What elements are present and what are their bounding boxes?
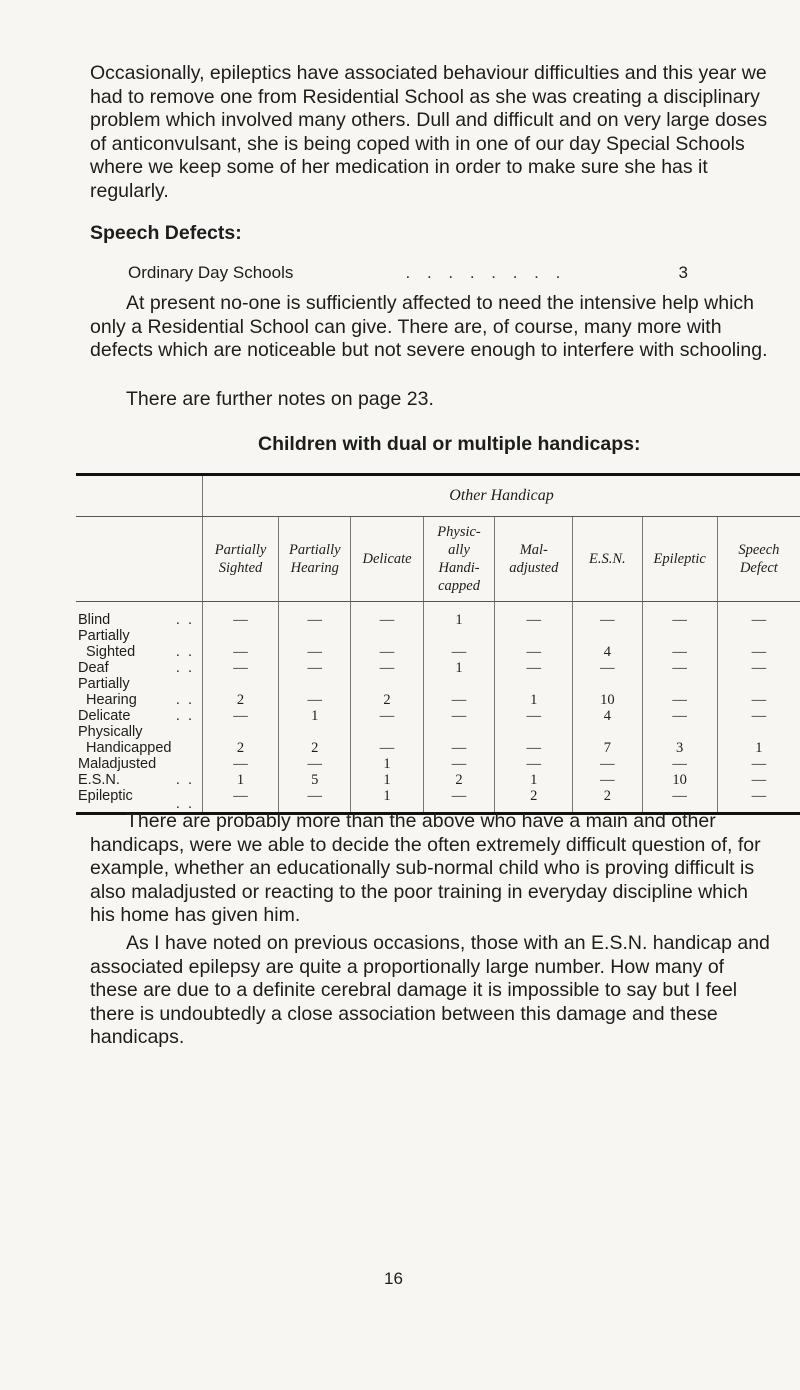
table-cell: 2 <box>351 676 423 708</box>
column-header-line: ally <box>448 542 470 558</box>
table-cell: — <box>717 708 800 724</box>
table-cell: — <box>203 788 279 814</box>
row-label-line: Delicate <box>78 708 131 724</box>
table-cell: — <box>642 788 717 814</box>
table-cell: — <box>203 628 279 660</box>
probably-paragraph: There are probably more than the above who have a main and other handicaps, were we able to decide the often extremely difficult question of, for example, whether an educationally sub-normal child who is proving difficult is also maladjusted or reacting to the poor training in everyday discipline which his home has given him. <box>90 810 761 926</box>
table-cell: — <box>495 602 573 629</box>
row-label <box>76 756 203 772</box>
column-header-0 <box>203 517 279 602</box>
corner-cell <box>76 475 203 517</box>
leader-dots: . . <box>175 644 194 660</box>
table-body <box>76 602 800 814</box>
table-row <box>76 602 800 629</box>
table-row <box>76 756 800 772</box>
table-cell: — <box>203 660 279 676</box>
column-header-line: Hearing <box>290 560 339 576</box>
table-cell: — <box>717 628 800 660</box>
column-header-7 <box>717 517 800 602</box>
table-cell: 2 <box>495 788 573 814</box>
speech-defects-heading: Speech Defects: <box>90 222 242 244</box>
table-cell: 1 <box>351 756 423 772</box>
leader-dots: . . . . . . . . <box>405 263 567 282</box>
table-cell: — <box>351 724 423 756</box>
table-cell: 2 <box>279 724 351 756</box>
table-cell: — <box>423 724 495 756</box>
table-cell: 1 <box>717 724 800 756</box>
table-cell: — <box>717 788 800 814</box>
table-cell: — <box>573 660 642 676</box>
column-header-line: Handi- <box>438 560 480 576</box>
table-cell: — <box>423 756 495 772</box>
table-cell: — <box>717 602 800 629</box>
table-cell: — <box>717 676 800 708</box>
ordinary-schools-count: 3 <box>678 263 688 282</box>
table-cell: 2 <box>423 772 495 788</box>
table-cell: — <box>279 676 351 708</box>
row-label-line: E.S.N. <box>78 772 120 788</box>
table-cell: — <box>642 602 717 629</box>
table-cell: — <box>351 628 423 660</box>
ordinary-schools-label: Ordinary Day Schools <box>128 263 294 282</box>
leader-dots: . . <box>175 660 194 676</box>
table-cell: — <box>423 628 495 660</box>
leader-dots: . . <box>175 708 194 724</box>
table-cell: — <box>351 602 423 629</box>
leader-dots: . . <box>175 796 194 812</box>
intro-paragraph: Occasionally, epileptics have associated behaviour difficulties and this year we had to remove one from Residential School as she was creating a disciplinary problem which involved many others. Dull and difficult and on very large doses of anticonvulsant, she is being coped with in one of our day Special Schools where we keep some of her medication in order to make sure she has it regularly. <box>90 62 768 202</box>
row-label-line: Epileptic <box>78 788 133 804</box>
row-label-line: Hearing <box>86 692 137 708</box>
column-header-5 <box>573 517 642 602</box>
table-row <box>76 676 800 708</box>
table-cell: — <box>279 628 351 660</box>
column-header-line: Mal- <box>519 542 548 558</box>
column-header-line: Partially <box>288 542 341 558</box>
table-row <box>76 708 800 724</box>
row-label-line: Partially <box>78 628 130 644</box>
table-cell: 2 <box>573 788 642 814</box>
table-cell: — <box>279 660 351 676</box>
row-label-line: Sighted <box>86 644 136 660</box>
table-cell: — <box>717 772 800 788</box>
table-cell: — <box>642 660 717 676</box>
table-cell: — <box>642 628 717 660</box>
table-cell: — <box>423 676 495 708</box>
leader-dots: . . <box>175 692 194 708</box>
row-label <box>76 628 203 660</box>
row-label-line: Blind <box>78 612 111 628</box>
leader-dots: . . <box>175 772 194 788</box>
further-notes: There are further notes on page 23. <box>126 388 434 410</box>
column-header-line: capped <box>438 578 480 594</box>
column-header-4 <box>495 517 573 602</box>
row-label-line: Deaf <box>78 660 109 676</box>
table-cell: 1 <box>495 676 573 708</box>
table-cell: — <box>495 708 573 724</box>
table-cell: 10 <box>642 772 717 788</box>
table-cell: — <box>495 756 573 772</box>
table-cell: — <box>203 708 279 724</box>
table-cell: — <box>573 602 642 629</box>
table-cell: — <box>279 756 351 772</box>
table-cell: 4 <box>573 628 642 660</box>
column-header-3 <box>423 517 495 602</box>
table-cell: — <box>717 756 800 772</box>
row-label-line: Physically <box>78 724 143 740</box>
table-cell: 1 <box>495 772 573 788</box>
table-cell: 1 <box>351 772 423 788</box>
table-cell: 1 <box>423 602 495 629</box>
row-label <box>76 708 203 724</box>
row-label <box>76 660 203 676</box>
previous-occasions-paragraph: As I have noted on previous occasions, those with an E.S.N. handicap and associated epilepsy are quite a proportionally large number. How many of these are due to a definite cerebral damage it is impossible to say but I feel there is undoubtedly a close association between this damage and these handicaps. <box>90 932 770 1048</box>
table-cell: — <box>203 602 279 629</box>
handicaps-table <box>76 473 800 815</box>
leader-dots: . . <box>175 612 194 628</box>
group-header-row <box>76 475 800 517</box>
column-header-line: Sighted <box>218 560 263 576</box>
row-label <box>76 676 203 708</box>
column-header-line: adjusted <box>509 560 559 576</box>
table-cell: — <box>717 660 800 676</box>
column-header-row <box>76 517 800 602</box>
table-cell: — <box>203 756 279 772</box>
table-cell: — <box>351 660 423 676</box>
row-label <box>76 772 203 788</box>
row-label <box>76 724 203 756</box>
table-cell: 1 <box>279 708 351 724</box>
table-cell: 1 <box>203 772 279 788</box>
table-cell: 3 <box>642 724 717 756</box>
other-handicap-header: Other Handicap <box>203 475 800 517</box>
table-row <box>76 660 800 676</box>
table-cell: — <box>495 660 573 676</box>
row-label-line: Maladjusted <box>78 756 157 772</box>
table-cell: 10 <box>573 676 642 708</box>
table-cell: 2 <box>203 724 279 756</box>
table-cell: — <box>351 708 423 724</box>
table-cell: 7 <box>573 724 642 756</box>
column-header-line: Epileptic <box>653 551 706 567</box>
table-cell: — <box>573 756 642 772</box>
table-cell: 1 <box>423 660 495 676</box>
speech-paragraph: At present no-one is sufficiently affected to need the intensive help which only a Residential School can give. There are, of course, many more with defects which are noticeable but not severe enough to interfere with schooling. <box>90 292 768 361</box>
column-header-line: Partially <box>214 542 267 558</box>
table-cell: — <box>279 788 351 814</box>
table-heading: Children with dual or multiple handicaps: <box>258 433 641 455</box>
row-label-line: Handicapped <box>86 740 172 756</box>
table-row <box>76 628 800 660</box>
table-cell: 4 <box>573 708 642 724</box>
row-label-header <box>76 517 203 602</box>
column-header-line: Physic- <box>437 524 481 540</box>
table-cell: 2 <box>203 676 279 708</box>
table-cell: — <box>642 676 717 708</box>
column-header-2 <box>351 517 423 602</box>
column-header-1 <box>279 517 351 602</box>
ordinary-schools-line <box>128 263 688 283</box>
table-cell: — <box>573 772 642 788</box>
page-number: 16 <box>384 1269 403 1288</box>
column-header-line: Delicate <box>362 551 412 567</box>
table-cell: — <box>423 708 495 724</box>
row-label-line: Partially <box>78 676 130 692</box>
table-cell: — <box>279 602 351 629</box>
column-header-line: E.S.N. <box>589 551 626 567</box>
table-row <box>76 724 800 756</box>
table-row <box>76 772 800 788</box>
column-header-line: Speech <box>738 542 780 558</box>
table-cell: 5 <box>279 772 351 788</box>
table-cell: — <box>642 756 717 772</box>
table-cell: — <box>423 788 495 814</box>
table-cell: 1 <box>351 788 423 814</box>
table-cell: — <box>642 708 717 724</box>
column-header-line: Defect <box>739 560 778 576</box>
row-label <box>76 602 203 629</box>
column-header-6 <box>642 517 717 602</box>
table-cell: — <box>495 628 573 660</box>
table-cell: — <box>495 724 573 756</box>
